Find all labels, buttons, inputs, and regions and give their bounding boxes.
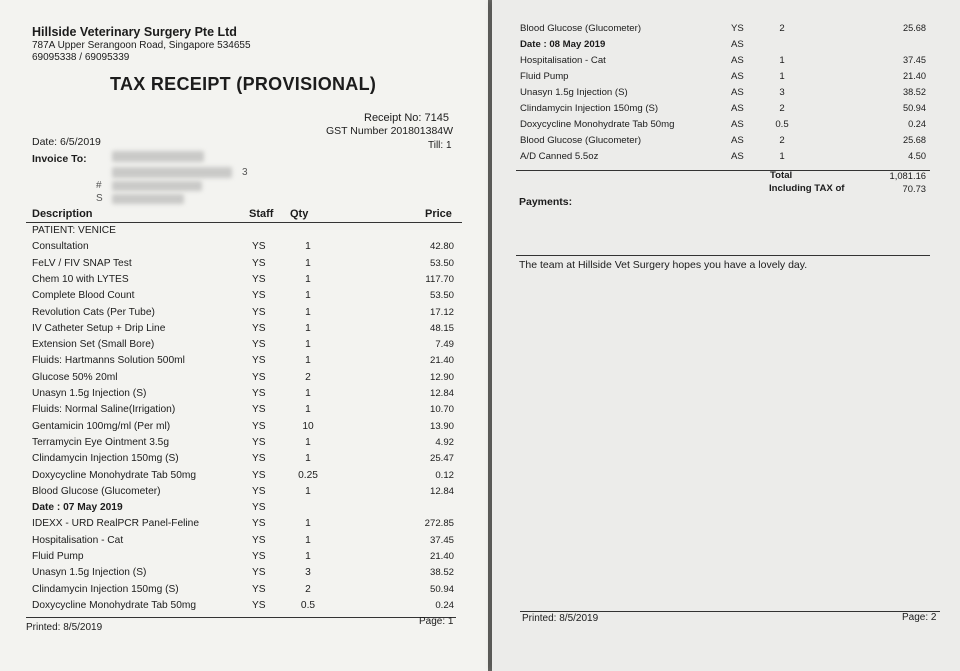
printed-date: Printed: 8/5/2019 (522, 613, 599, 624)
item-price: 12.90 (429, 371, 454, 383)
item-description: Doxycycline Monohydrate Tab 50mg (32, 469, 197, 481)
item-price: 10.70 (429, 404, 454, 416)
receipt-page-2 (492, 0, 960, 671)
item-staff: AS (731, 119, 744, 130)
item-price: 42.80 (429, 241, 454, 253)
table-row (0, 535, 488, 551)
footer-rule (26, 617, 456, 618)
item-qty: 2 (779, 135, 785, 146)
item-staff: YS (252, 502, 266, 514)
item-staff: AS (731, 87, 744, 98)
item-qty: 1 (305, 339, 311, 351)
item-description: Blood Glucose (Glucometer) (520, 23, 642, 34)
item-description: Extension Set (Small Bore) (32, 339, 155, 351)
item-qty: 1 (305, 518, 311, 530)
item-staff: AS (731, 135, 744, 146)
table-row (0, 225, 488, 241)
item-staff: AS (731, 103, 744, 114)
printed-date: Printed: 8/5/2019 (26, 622, 103, 633)
item-staff: YS (252, 551, 266, 562)
item-description: Hospitalisation - Cat (32, 534, 124, 546)
item-description: Blood Glucose (Glucometer) (520, 135, 642, 146)
table-row (0, 404, 488, 420)
item-staff: YS (252, 420, 266, 432)
item-price: 0.24 (908, 119, 926, 129)
item-staff: YS (252, 273, 266, 285)
table-row (0, 323, 488, 339)
item-qty: 10 (302, 420, 314, 432)
redacted-fragment: # (96, 180, 102, 191)
item-price: 12.84 (429, 485, 454, 497)
item-staff: YS (252, 339, 266, 351)
item-price: 12.84 (429, 388, 454, 399)
item-qty: 3 (305, 567, 311, 579)
item-qty: 1 (305, 404, 311, 416)
item-staff: YS (252, 355, 266, 367)
receipt-number: Receipt No: 7145 (364, 112, 449, 124)
item-qty: 1 (305, 388, 311, 399)
item-staff: YS (252, 306, 266, 318)
table-row (0, 486, 488, 502)
item-staff: YS (252, 322, 266, 334)
item-description: Doxycycline Monohydrate Tab 50mg (520, 119, 675, 130)
item-description: Unasyn 1.5g Injection (S) (32, 567, 147, 579)
item-description: Terramycin Eye Ointment 3.5g (32, 436, 170, 448)
item-price: 50.94 (429, 583, 454, 595)
total-value: 1,081.16 (889, 170, 926, 181)
item-description: Fluid Pump (520, 71, 569, 82)
item-staff: YS (252, 518, 266, 530)
item-description: IDEXX - URD RealPCR Panel-Feline (32, 518, 200, 530)
item-price: 7.49 (435, 339, 454, 351)
gst-number: GST Number 201801384W (326, 125, 454, 137)
item-staff: YS (252, 388, 266, 399)
redacted-fragment: S (96, 193, 103, 204)
item-staff: YS (731, 23, 744, 34)
item-price: 53.50 (429, 257, 454, 269)
header-rule (26, 222, 462, 223)
item-qty: 1 (305, 485, 311, 497)
item-description: Doxycycline Monohydrate Tab 50mg (32, 599, 197, 611)
item-qty: 3 (779, 87, 785, 98)
item-qty: 1 (305, 290, 311, 302)
item-qty: 1 (779, 55, 785, 66)
item-description: Hospitalisation - Cat (520, 55, 606, 66)
table-row (0, 290, 488, 306)
redacted-address-2 (112, 181, 202, 191)
item-description: Unasyn 1.5g Injection (S) (32, 388, 147, 399)
item-description: IV Catheter Setup + Drip Line (32, 322, 166, 334)
item-qty: 2 (305, 371, 311, 383)
table-row (492, 23, 960, 39)
item-staff: AS (731, 39, 744, 50)
item-price: 25.47 (429, 453, 454, 465)
table-row (492, 39, 960, 55)
item-staff: AS (731, 71, 744, 82)
item-price: 38.52 (429, 567, 454, 579)
item-description: Consultation (32, 241, 89, 253)
redacted-fragment: 3 (242, 167, 248, 178)
receipt-date: Date: 6/5/2019 (32, 136, 101, 148)
item-staff: AS (731, 151, 744, 162)
item-description: Date : 08 May 2019 (520, 39, 606, 50)
item-staff: YS (252, 534, 266, 546)
tax-value: 70.73 (902, 183, 926, 194)
table-row (0, 470, 488, 486)
footer-rule (520, 611, 940, 612)
item-qty: 0.5 (300, 599, 316, 611)
clinic-phones: 69095338 / 69095339 (32, 52, 130, 63)
item-price: 37.45 (429, 534, 454, 546)
table-row (0, 551, 488, 567)
item-staff: YS (252, 241, 266, 253)
item-description: Blood Glucose (Glucometer) (32, 485, 161, 497)
item-price: 4.92 (435, 436, 454, 448)
item-price: 13.90 (429, 420, 454, 432)
item-staff: YS (252, 583, 266, 595)
column-header-qty: Qty (290, 208, 309, 220)
table-row (0, 437, 488, 453)
item-qty: 1 (305, 453, 311, 465)
till-number: Till: 1 (428, 140, 452, 151)
item-staff: YS (252, 371, 266, 383)
item-staff: YS (252, 257, 266, 269)
item-price: 21.40 (903, 71, 926, 81)
table-row (492, 135, 960, 151)
item-staff: YS (252, 567, 266, 579)
table-row (492, 151, 960, 167)
item-qty: 1 (779, 71, 785, 82)
redacted-address-3 (112, 194, 184, 204)
redacted-name (112, 151, 204, 162)
table-row (0, 518, 488, 534)
page-number: Page: 1 (419, 616, 454, 627)
clinic-address: 787A Upper Serangoon Road, Singapore 534655 (32, 40, 251, 51)
item-price: 37.45 (903, 55, 926, 65)
table-row (492, 71, 960, 87)
item-qty: 1 (305, 273, 311, 285)
tax-label: Including TAX of (769, 183, 845, 194)
item-staff: YS (252, 290, 266, 302)
table-row (0, 258, 488, 274)
item-price: 25.68 (903, 23, 926, 33)
table-row (492, 87, 960, 103)
clinic-name: Hillside Veterinary Surgery Pte Ltd (32, 25, 237, 39)
item-description: Fluid Pump (32, 551, 84, 562)
receipt-title: TAX RECEIPT (PROVISIONAL) (110, 74, 377, 94)
items-end-rule (516, 170, 930, 171)
table-row (0, 388, 488, 404)
item-qty: 2 (779, 23, 785, 34)
item-staff: YS (252, 485, 266, 497)
item-qty: 0.25 (298, 469, 318, 481)
item-description: A/D Canned 5.5oz (520, 151, 599, 162)
item-price: 21.40 (429, 551, 454, 562)
item-price: 272.85 (424, 518, 454, 530)
item-qty: 1 (305, 306, 311, 318)
item-staff: YS (252, 436, 266, 448)
item-price: 48.15 (429, 322, 454, 334)
item-staff: YS (252, 599, 266, 611)
item-description: Clindamycin Injection 150mg (S) (32, 583, 179, 595)
total-label: Total (770, 170, 793, 181)
item-description: Glucose 50% 20ml (32, 371, 118, 383)
table-row (492, 119, 960, 135)
item-price: 17.12 (429, 306, 454, 318)
item-qty: 2 (305, 583, 311, 595)
table-row (0, 567, 488, 583)
item-qty: 0.5 (775, 119, 789, 130)
table-row (0, 307, 488, 323)
closing-message: The team at Hillside Vet Surgery hopes you have a lovely day. (519, 259, 808, 271)
invoice-to-label: Invoice To: (32, 153, 87, 165)
item-description: PATIENT: VENICE (32, 225, 116, 236)
table-row (0, 339, 488, 355)
item-description: Revolution Cats (Per Tube) (32, 306, 155, 318)
item-price: 53.50 (429, 290, 454, 302)
column-header-staff: Staff (249, 208, 274, 220)
item-price: 0.12 (435, 469, 454, 481)
item-description: Clindamycin Injection 150mg (S) (520, 103, 659, 114)
item-staff: AS (731, 55, 744, 66)
item-price: 0.24 (435, 599, 454, 611)
table-row (0, 274, 488, 290)
table-row (0, 355, 488, 371)
table-row (0, 502, 488, 518)
page-number: Page: 2 (902, 612, 937, 623)
item-description: FeLV / FIV SNAP Test (32, 257, 132, 269)
item-price: 25.68 (903, 135, 926, 145)
item-qty: 1 (779, 151, 785, 162)
column-header-price: Price (425, 208, 452, 220)
item-description: Date : 07 May 2019 (32, 502, 123, 514)
item-qty: 1 (305, 534, 311, 546)
item-qty: 1 (305, 257, 311, 269)
item-description: Gentamicin 100mg/ml (Per ml) (32, 420, 171, 432)
table-row (0, 372, 488, 388)
item-price: 4.50 (908, 151, 926, 161)
item-description: Chem 10 with LYTES (32, 273, 129, 285)
item-description: Unasyn 1.5g Injection (S) (520, 87, 628, 98)
redacted-address-1 (112, 167, 232, 178)
item-description: Fluids: Hartmanns Solution 500ml (32, 355, 185, 367)
table-row (0, 600, 488, 616)
table-row (0, 453, 488, 469)
item-qty: 1 (305, 551, 311, 562)
item-staff: YS (252, 469, 266, 481)
item-price: 50.94 (903, 103, 926, 113)
payments-rule (516, 255, 930, 256)
item-description: Complete Blood Count (32, 290, 135, 302)
column-header-description: Description (32, 208, 93, 220)
table-row (492, 55, 960, 71)
item-staff: YS (252, 453, 266, 465)
item-price: 21.40 (429, 355, 454, 367)
item-qty: 1 (305, 241, 311, 253)
item-qty: 1 (305, 355, 311, 367)
item-qty: 1 (305, 436, 311, 448)
item-description: Fluids: Normal Saline(Irrigation) (32, 404, 176, 416)
table-row (0, 584, 488, 600)
table-row (0, 421, 488, 437)
item-qty: 1 (305, 322, 311, 334)
table-row (0, 241, 488, 257)
item-description: Clindamycin Injection 150mg (S) (32, 453, 179, 465)
item-staff: YS (252, 404, 266, 416)
payments-label: Payments: (519, 196, 573, 208)
item-qty: 2 (779, 103, 785, 114)
table-row (492, 103, 960, 119)
item-price: 117.70 (425, 273, 454, 285)
item-price: 38.52 (903, 87, 926, 97)
